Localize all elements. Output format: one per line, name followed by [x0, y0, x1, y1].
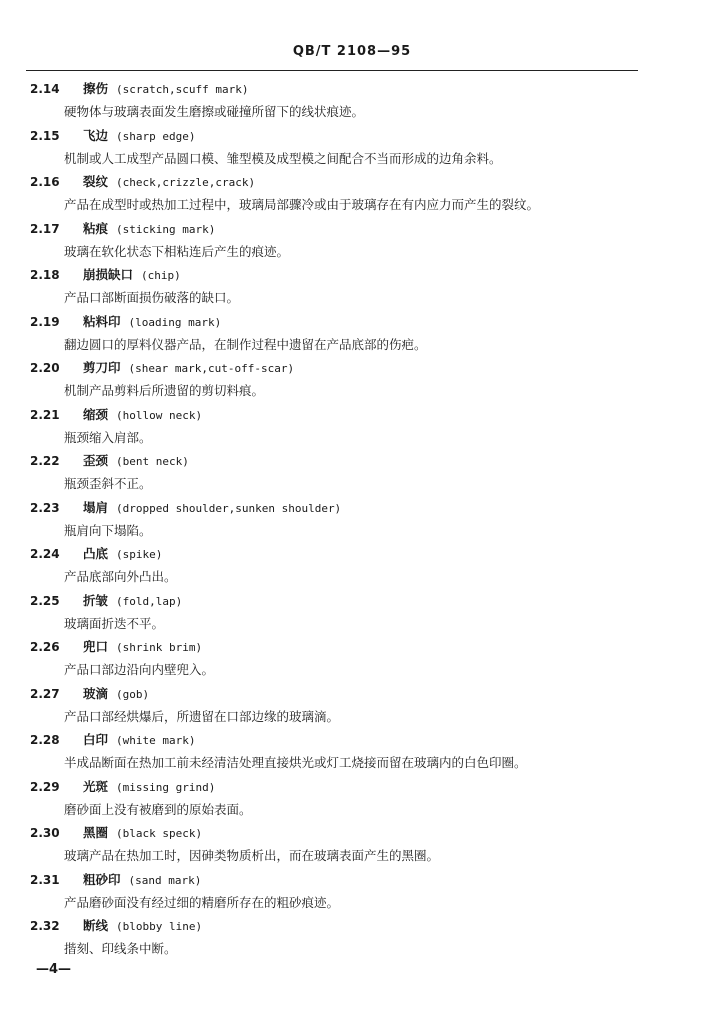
term-entry — [30, 589, 670, 636]
term-entry — [30, 170, 670, 217]
term-chinese: 裂纹 — [83, 174, 109, 189]
term-number: 2.20 — [30, 361, 60, 375]
term-number: 2.14 — [30, 82, 60, 96]
term-chinese: 缩颈 — [83, 406, 109, 422]
term-english: (black speck) — [116, 827, 203, 840]
term-number: 2.28 — [30, 733, 60, 747]
term-line — [30, 217, 670, 240]
term-number: 2.32 — [30, 919, 60, 933]
term-number: 2.31 — [30, 872, 60, 887]
term-line — [30, 589, 670, 612]
term-entry — [30, 496, 670, 543]
term-chinese: 塌肩 — [83, 499, 109, 515]
term-number: 2.30 — [30, 826, 60, 840]
term-entry — [30, 217, 670, 264]
term-number: 2.24 — [30, 547, 60, 561]
term-english: (spike) — [116, 548, 163, 561]
term-english: (missing grind) — [116, 780, 216, 794]
term-chinese: 剪刀印 — [83, 360, 121, 375]
term-english: (blobby line) — [116, 920, 203, 933]
term-entry — [30, 403, 670, 450]
term-chinese: 歪颈 — [83, 453, 109, 468]
term-definition: 玻璃产品在热加工时，因砷类物质析出，而在玻璃表面产生的黑圈。 — [64, 848, 440, 863]
term-number: 2.25 — [30, 593, 60, 608]
term-line — [30, 170, 670, 193]
term-english: (shrink brim) — [116, 641, 203, 654]
term-entry — [30, 310, 670, 357]
term-entry — [30, 821, 670, 868]
term-line — [30, 635, 670, 658]
term-definition: 半成品断面在热加工前未经清洁处理直接烘光或灯工烧接而留在玻璃内的白色印圈。 — [64, 755, 527, 770]
term-list — [30, 77, 670, 961]
term-definition: 瓶颈缩入肩部。 — [64, 429, 152, 445]
term-chinese: 玻滴 — [83, 685, 109, 701]
term-definition: 产品口部边沿向内壁兜入。 — [64, 662, 215, 677]
term-line — [30, 77, 670, 100]
term-chinese: 崩损缺口 — [83, 267, 134, 282]
term-line — [30, 868, 670, 891]
term-entry — [30, 356, 670, 403]
term-line — [30, 775, 670, 798]
term-number: 2.29 — [30, 779, 60, 794]
term-entry — [30, 124, 670, 171]
term-line — [30, 821, 670, 844]
term-english: (white mark) — [116, 734, 196, 747]
page-number: —4— — [36, 962, 72, 977]
term-chinese: 粘料印 — [83, 313, 121, 329]
term-english: (dropped shoulder,sunken shoulder) — [116, 501, 342, 515]
term-english: (check,crizzle,crack) — [116, 176, 256, 189]
term-chinese: 粘痕 — [83, 220, 109, 236]
term-line — [30, 403, 670, 426]
term-entry — [30, 775, 670, 822]
term-definition: 产品在成型时或热加工过程中，玻璃局部骤冷或由于玻璃存在有内应力而产生的裂纹。 — [64, 197, 540, 212]
term-chinese: 粗砂印 — [83, 871, 121, 887]
term-english: (chip) — [141, 269, 181, 282]
term-line — [30, 356, 670, 379]
term-line — [30, 682, 670, 705]
term-definition: 产品口部经烘爆后，所遗留在口部边缘的玻璃滴。 — [64, 708, 340, 724]
term-english: (sharp edge) — [116, 129, 196, 143]
term-english: (bent neck) — [116, 455, 189, 468]
term-definition: 硬物体与玻璃表面发生磨擦或碰撞所留下的线状痕迹。 — [64, 104, 365, 119]
term-english: (sticking mark) — [116, 222, 216, 236]
term-number: 2.21 — [30, 407, 60, 422]
term-chinese: 飞边 — [83, 127, 109, 143]
term-english: (gob) — [116, 687, 150, 701]
standard-code-header: QB/T 2108—95 — [292, 44, 412, 59]
term-definition: 瓶肩向下塌陷。 — [64, 522, 152, 538]
term-entry — [30, 542, 670, 589]
term-line — [30, 449, 670, 472]
term-line — [30, 124, 670, 147]
term-number: 2.15 — [30, 128, 60, 143]
term-definition: 磨砂面上没有被磨到的原始表面。 — [64, 801, 252, 817]
term-chinese: 黑圈 — [83, 825, 109, 840]
term-definition: 产品磨砂面没有经过细的精磨所存在的粗砂痕迹。 — [64, 894, 340, 910]
term-chinese: 擦伤 — [83, 81, 109, 96]
term-number: 2.19 — [30, 314, 60, 329]
term-entry — [30, 77, 670, 124]
header-rule — [26, 70, 638, 71]
term-number: 2.23 — [30, 500, 60, 515]
term-english: (fold,lap) — [116, 594, 183, 608]
term-entry — [30, 868, 670, 915]
term-number: 2.17 — [30, 221, 60, 236]
term-chinese: 白印 — [83, 732, 109, 747]
term-english: (sand mark) — [128, 873, 202, 887]
term-line — [30, 263, 670, 286]
term-number: 2.22 — [30, 454, 60, 468]
term-english: (hollow neck) — [116, 408, 203, 422]
term-definition: 玻璃在软化状态下相粘连后产生的痕迹。 — [64, 243, 290, 259]
term-chinese: 断线 — [83, 918, 109, 933]
term-number: 2.27 — [30, 686, 60, 701]
term-english: (shear mark,cut-off-scar) — [128, 362, 295, 375]
term-line — [30, 914, 670, 937]
term-line — [30, 542, 670, 565]
term-number: 2.16 — [30, 175, 60, 189]
term-line — [30, 496, 670, 519]
term-entry — [30, 263, 670, 310]
term-definition: 揩刻、印线条中断。 — [64, 941, 177, 956]
term-definition: 翻边圆口的厚料仪器产品，在制作过程中遗留在产品底部的伤疤。 — [64, 336, 427, 352]
term-definition: 产品口部断面损伤破落的缺口。 — [64, 290, 240, 305]
term-entry — [30, 449, 670, 496]
term-entry — [30, 728, 670, 775]
term-definition: 产品底部向外凸出。 — [64, 569, 177, 584]
term-entry — [30, 914, 670, 961]
term-chinese: 兜口 — [83, 639, 109, 654]
term-definition: 玻璃面折迭不平。 — [64, 615, 165, 631]
term-number: 2.26 — [30, 640, 60, 654]
term-definition: 瓶颈歪斜不正。 — [64, 476, 152, 491]
term-chinese: 折皱 — [83, 592, 109, 608]
term-chinese: 凸底 — [83, 546, 109, 561]
term-line — [30, 310, 670, 333]
term-entry — [30, 682, 670, 729]
term-line — [30, 728, 670, 751]
term-entry — [30, 635, 670, 682]
term-chinese: 光斑 — [83, 778, 109, 794]
term-definition: 机制或人工成型产品圆口模、雏型模及成型模之间配合不当而形成的边角余料。 — [64, 150, 502, 166]
term-number: 2.18 — [30, 268, 60, 282]
term-english: (loading mark) — [128, 315, 222, 329]
term-definition: 机制产品剪料后所遗留的剪切料痕。 — [64, 383, 265, 398]
term-english: (scratch,scuff mark) — [116, 83, 249, 96]
